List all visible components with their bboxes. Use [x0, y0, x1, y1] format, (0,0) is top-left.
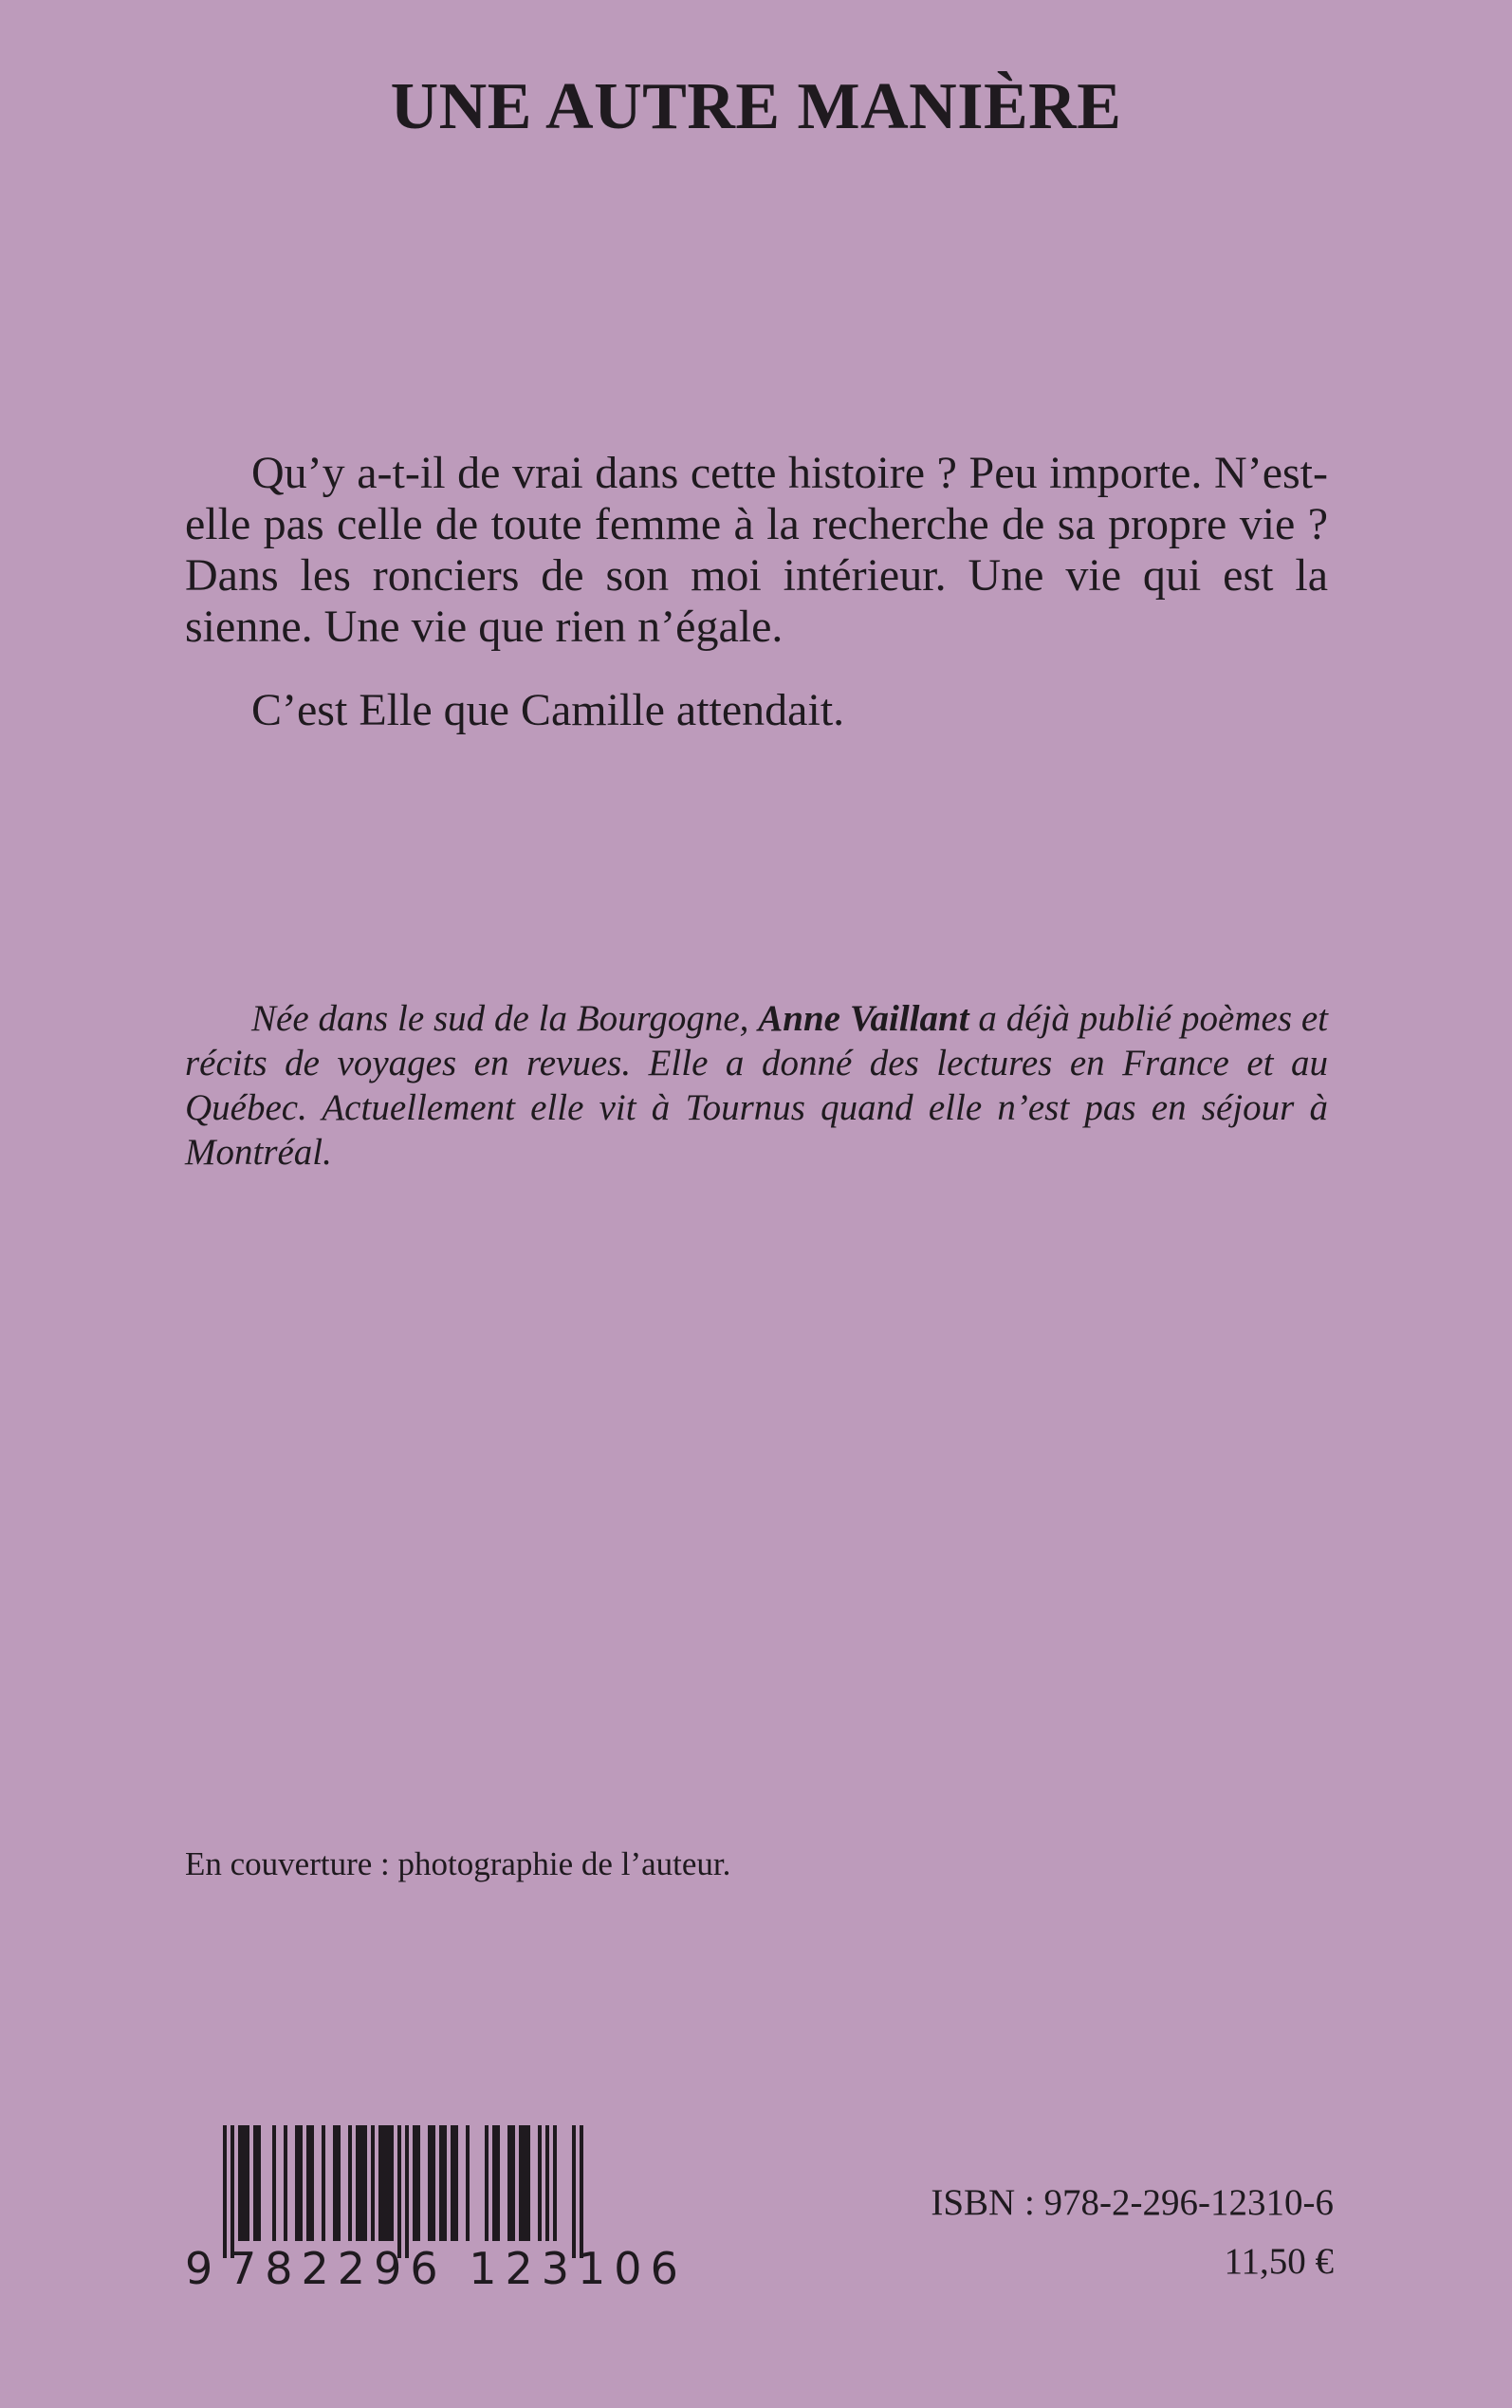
barcode-bar	[432, 2125, 435, 2241]
bio-text: Née dans le sud de la Bourgogne,	[251, 998, 759, 1039]
barcode-bar	[257, 2125, 261, 2241]
cover-credit: En couverture : photographie de l’auteur.	[185, 1845, 731, 1882]
barcode-bar	[322, 2125, 325, 2241]
barcode-bar	[507, 2125, 511, 2241]
barcode-bar	[519, 2125, 523, 2241]
barcode-bar	[428, 2125, 432, 2241]
barcode-guard-bar	[230, 2125, 234, 2258]
barcode-bar	[299, 2125, 303, 2241]
barcode-bar	[545, 2125, 549, 2241]
barcode-bar	[466, 2125, 470, 2241]
barcode-guard-bar	[405, 2125, 409, 2258]
barcode-bar	[443, 2125, 447, 2241]
barcode-bar	[382, 2125, 386, 2241]
barcode-bar	[363, 2125, 367, 2241]
barcode-bar	[337, 2125, 341, 2241]
blurb-paragraph: C’est Elle que Camille attendait.	[251, 685, 845, 735]
barcode	[185, 2125, 687, 2296]
barcode-bar	[511, 2125, 515, 2241]
barcode-bar	[246, 2125, 249, 2241]
barcode-bar	[242, 2125, 246, 2241]
barcode-bar	[439, 2125, 443, 2241]
barcode-bar	[553, 2125, 557, 2241]
barcode-bars	[185, 2125, 617, 2258]
book-title: UNE AUTRE MANIÈRE	[390, 70, 1122, 143]
barcode-bar	[295, 2125, 299, 2241]
barcode-bar	[360, 2125, 363, 2241]
barcode-bar	[413, 2125, 416, 2241]
isbn: ISBN : 978-2-296-12310-6	[931, 2182, 1334, 2223]
barcode-bar	[526, 2125, 530, 2241]
barcode-bar	[485, 2125, 489, 2241]
barcode-guard-bar	[397, 2125, 401, 2258]
barcode-bar	[378, 2125, 382, 2241]
barcode-bar	[272, 2125, 276, 2241]
barcode-bar	[451, 2125, 454, 2241]
barcode-lead-digit: 9	[185, 2243, 222, 2294]
bio-text: a déjà publié poèmes et récits de voyages en revues. Elle a donné des lectures en France et au Québec. Actuellement elle vit à Tournus quand elle n’est pas en séjour à Montréal.	[185, 998, 1328, 1173]
price: 11,50 €	[1224, 2241, 1334, 2282]
barcode-bar	[310, 2125, 314, 2241]
barcode-bar	[390, 2125, 394, 2241]
barcode-guard-bar	[580, 2125, 583, 2258]
barcode-bar	[253, 2125, 257, 2241]
barcode-digits	[185, 2243, 687, 2294]
barcode-bar	[284, 2125, 287, 2241]
barcode-guard-bar	[223, 2125, 227, 2258]
barcode-bar	[356, 2125, 360, 2241]
author-name: Anne Vaillant	[758, 998, 969, 1039]
barcode-guard-bar	[572, 2125, 576, 2258]
barcode-bar	[523, 2125, 526, 2241]
barcode-bar	[416, 2125, 420, 2241]
barcode-bar	[348, 2125, 352, 2241]
barcode-bar	[538, 2125, 542, 2241]
back-cover-blurb	[185, 448, 1328, 736]
barcode-bar	[386, 2125, 390, 2241]
barcode-bar	[371, 2125, 375, 2241]
barcode-left-group: 782296	[229, 2243, 447, 2294]
barcode-bar	[306, 2125, 310, 2241]
author-bio	[185, 996, 1328, 1175]
barcode-bar	[492, 2125, 496, 2241]
blurb-paragraph: Qu’y a-t-il de vrai dans cette histoire ? Peu importe. N’est-elle pas celle de toute femme à la recherche de sa propre vie ? Dans les ronciers de son moi intérieur. Une vie qui est la sienne. Une vie que rien n’égale.	[185, 448, 1328, 652]
barcode-bar	[454, 2125, 458, 2241]
barcode-right-group: 123106	[469, 2243, 687, 2294]
barcode-bar	[496, 2125, 500, 2241]
barcode-bar	[333, 2125, 337, 2241]
barcode-bar	[238, 2125, 242, 2241]
